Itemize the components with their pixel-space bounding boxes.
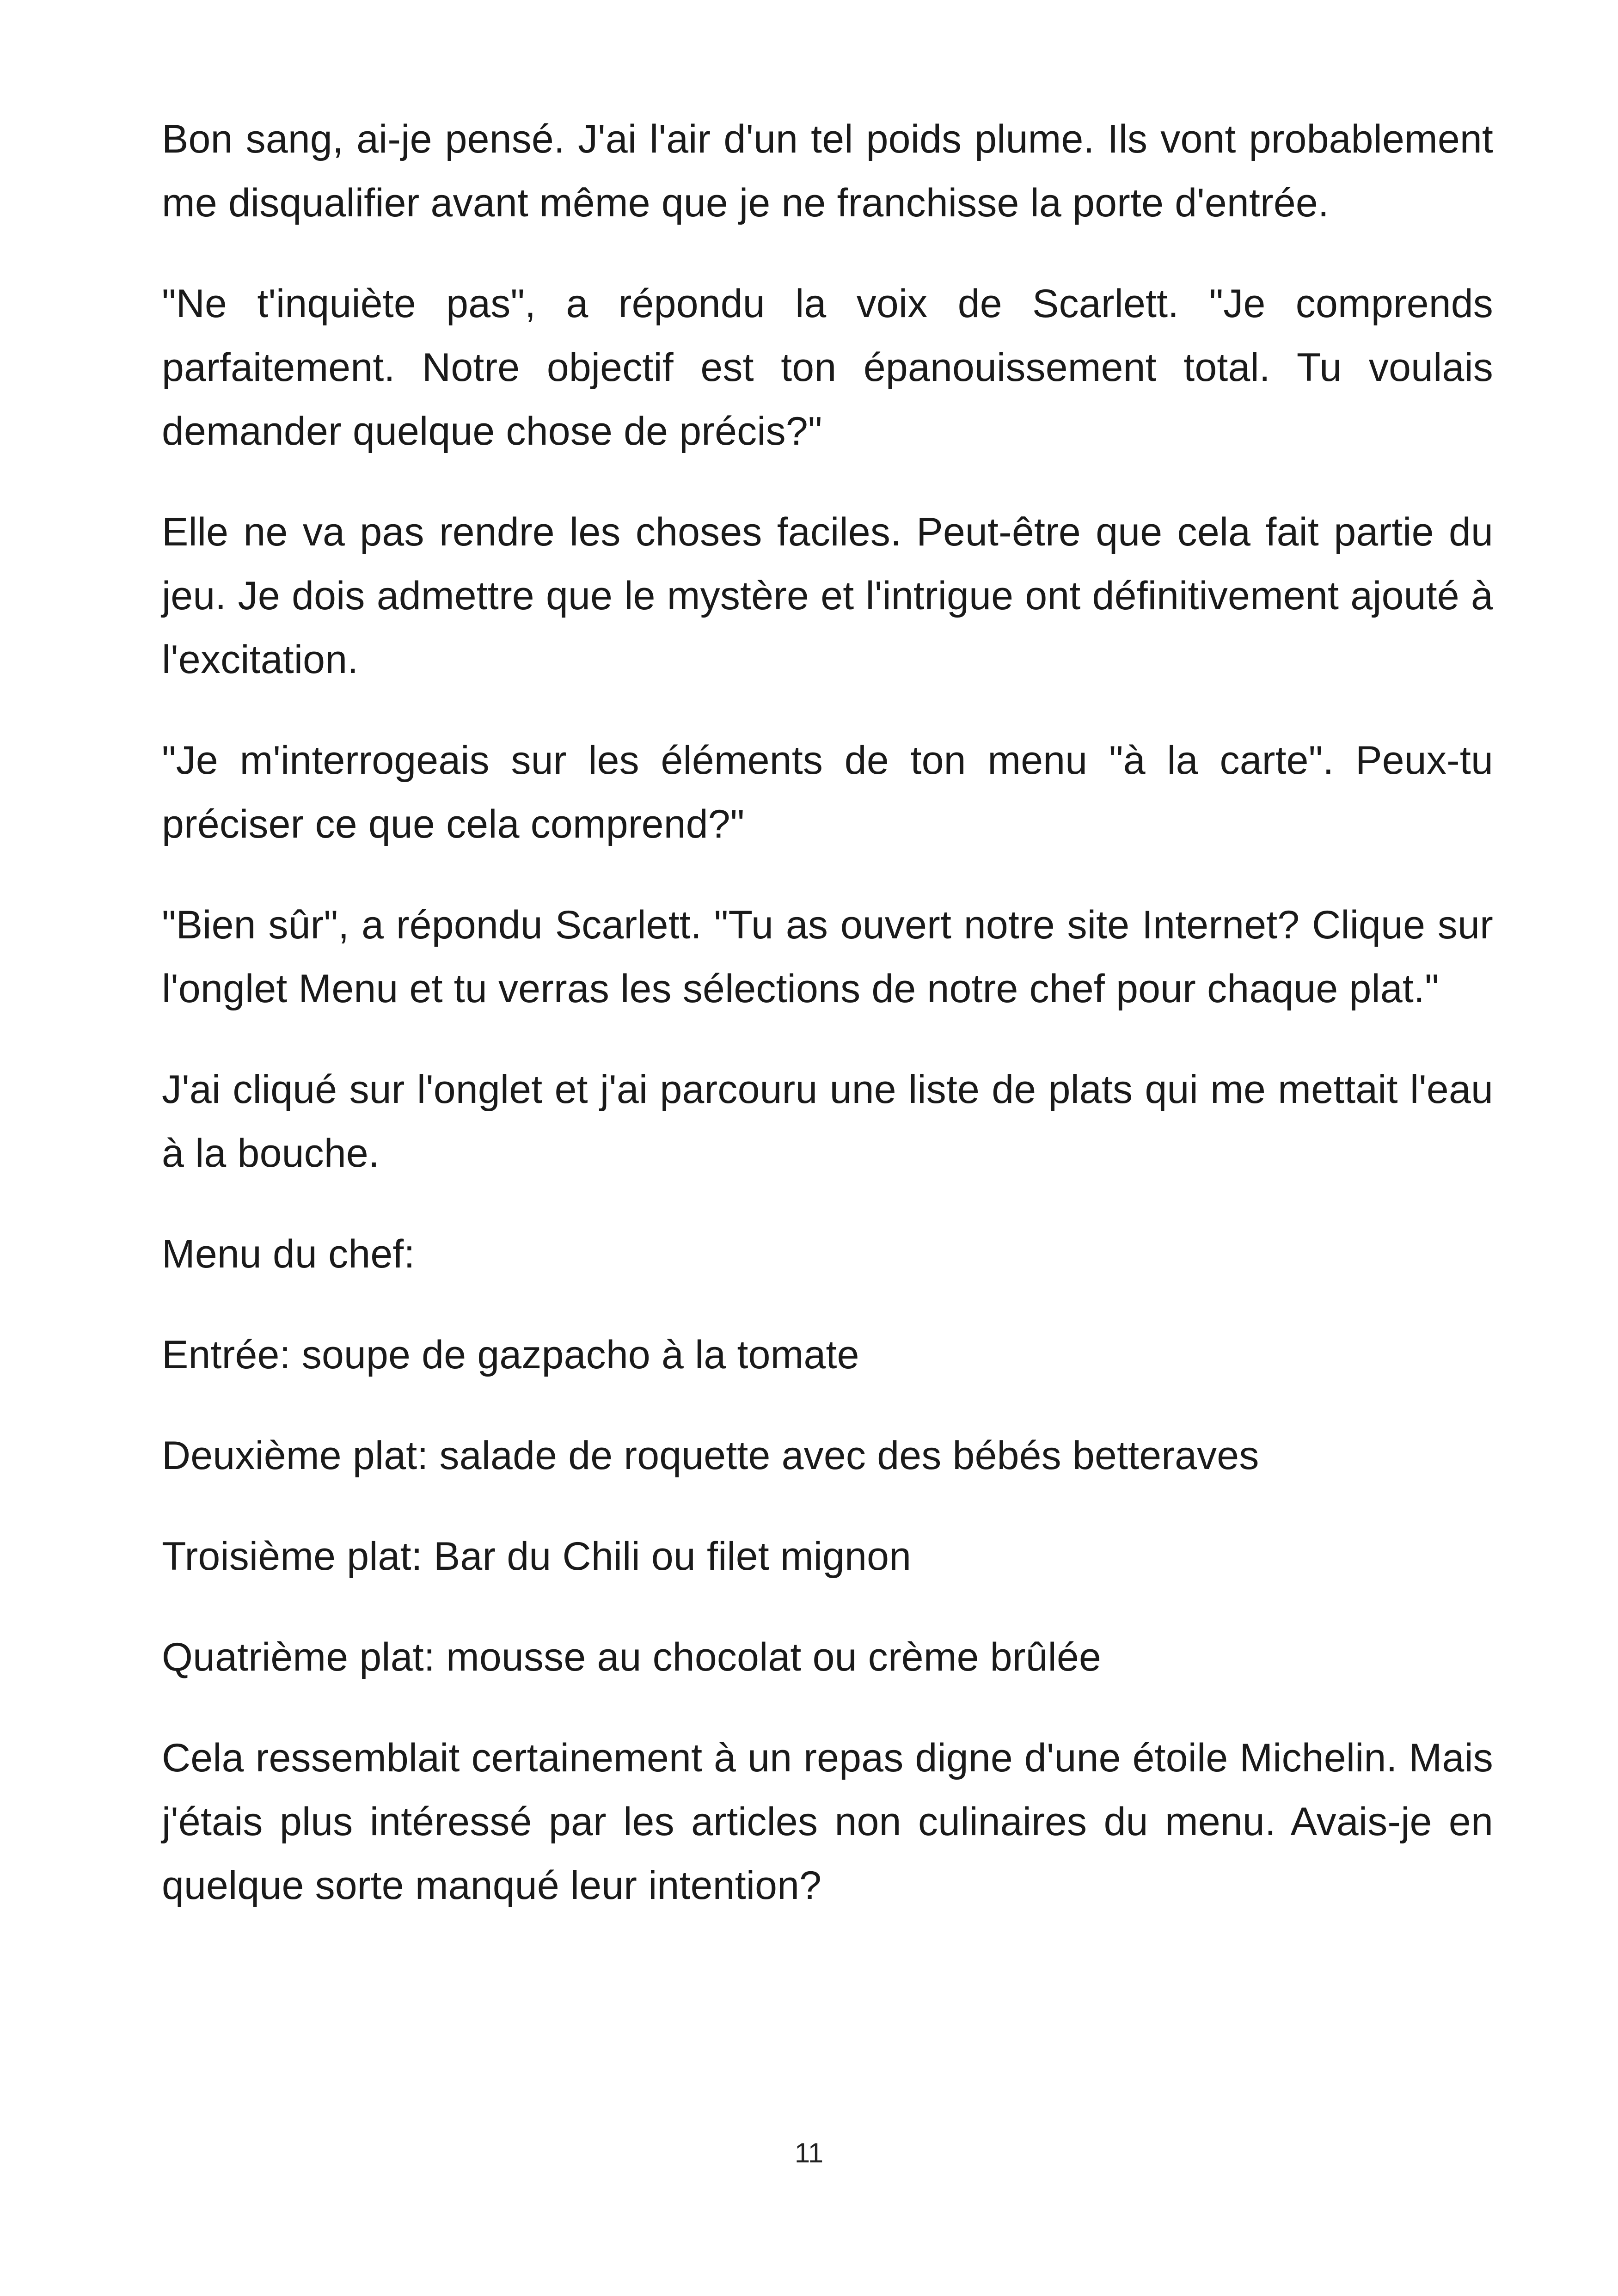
menu-heading: Menu du chef: [162,1232,415,1276]
paragraph: "Ne t'inquiète pas", a répondu la voix de Scarlett. "Je comprends parfaitement. Notre objectif est ton épanouissement total. Tu voulais demander quelque chose de précis?" [162,282,1493,453]
body-text [162,107,1493,1954]
paragraph: Elle ne va pas rendre les choses faciles. Peut-être que cela fait partie du jeu. Je dois admettre que le mystère et l'intrigue ont définitivement ajouté à l'excitation. [162,510,1493,682]
menu-item-third-course: Troisième plat: Bar du Chili ou filet mignon [162,1534,912,1579]
menu-item-second-course: Deuxième plat: salade de roquette avec des bébés betteraves [162,1433,1259,1478]
menu-item-entree: Entrée: soupe de gazpacho à la tomate [162,1333,859,1377]
paragraph: Cela ressemblait certainement à un repas digne d'une étoile Michelin. Mais j'étais plus intéressé par les articles non culinaires du menu. Avais-je en quelque sorte manqué leur intention? [162,1736,1493,1908]
paragraph: J'ai cliqué sur l'onglet et j'ai parcouru une liste de plats qui me mettait l'eau à la bouche. [162,1067,1493,1176]
paragraph: Bon sang, ai-je pensé. J'ai l'air d'un tel poids plume. Ils vont probablement me disqualifier avant même que je ne franchisse la porte d'entrée. [162,117,1493,225]
paragraph: "Je m'interrogeais sur les éléments de ton menu "à la carte". Peux-tu préciser ce que cela comprend?" [162,738,1493,846]
menu-item-fourth-course: Quatrième plat: mousse au chocolat ou crème brûlée [162,1635,1102,1679]
paragraph: "Bien sûr", a répondu Scarlett. "Tu as ouvert notre site Internet? Clique sur l'onglet Menu et tu verras les sélections de notre chef pour chaque plat." [162,903,1493,1011]
page-number: 11 [794,2137,824,2168]
